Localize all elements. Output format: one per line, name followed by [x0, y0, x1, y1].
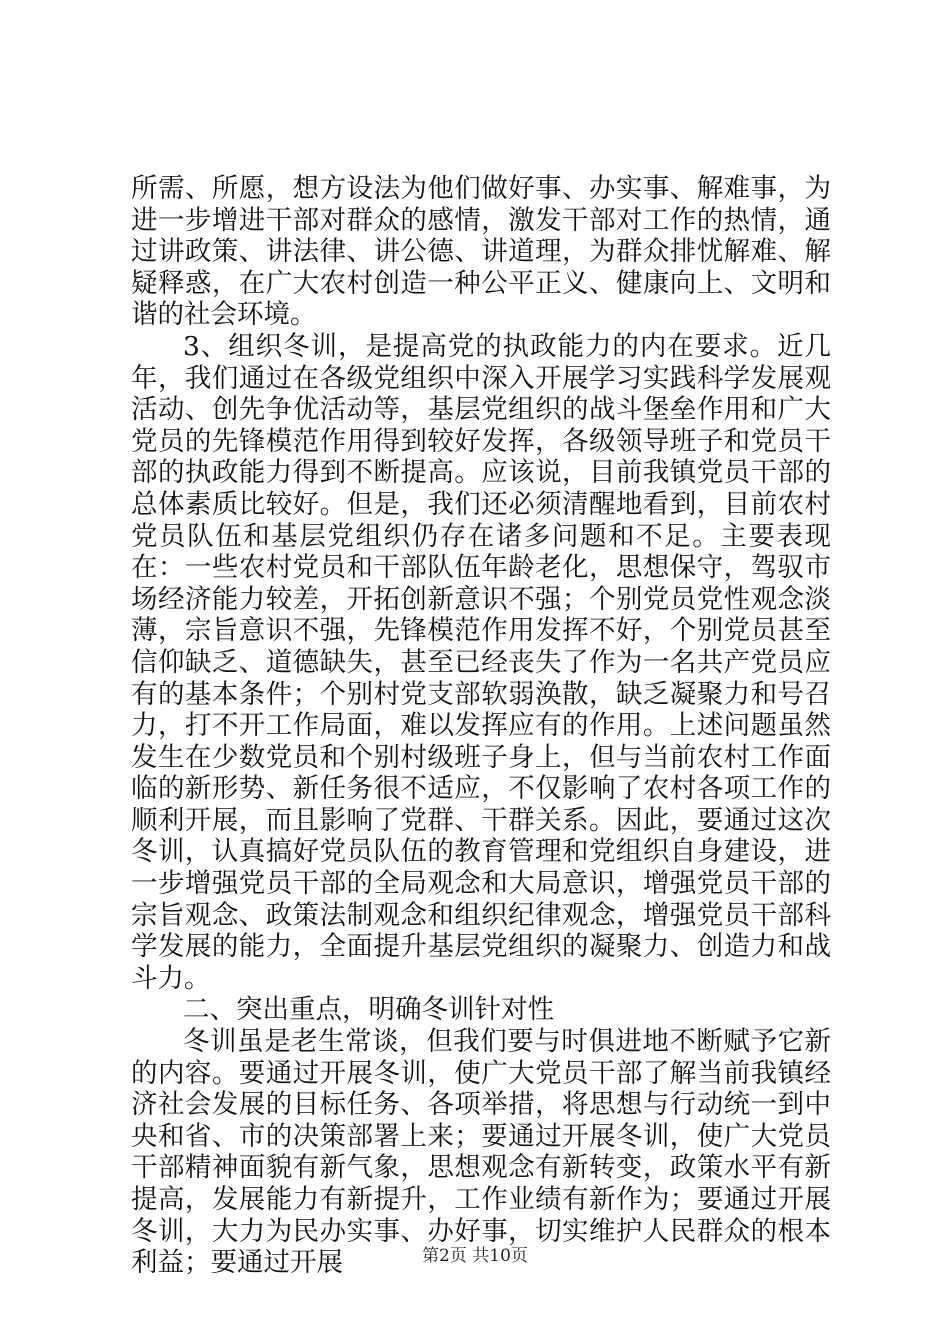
paragraph-point-3: 3、组织冬训，是提高党的执政能力的内在要求。近几年，我们通过在各级党组织中深入开展学习实践科学发展观活动、创先争优活动等，基层党组织的战斗堡垒作用和广大党员的先锋模范作用得到较好发挥，各级领导班子和党员干部的执政能力得到不断提高。应该说，目前我镇党员干部的总体素质比较好。但是，我们还必须清醒地看到，目前农村党员队伍和基层党组织仍存在诸多问题和不足。主要表现在：一些农村党员和干部队伍年龄老化，思想保守，驾驭市场经济能力较差，开拓创新意识不强；个别党员党性观念淡薄，宗旨意识不强，先锋模范作用发挥不好，个别党员甚至信仰缺乏、道德缺失，甚至已经丧失了作为一名共产党员应有的基本条件；个别村党支部软弱涣散，缺乏凝聚力和号召力，打不开工作局面，难以发挥应有的作用。上述问题虽然发生在少数党员和个别村级班子身上，但与当前农村工作面临的新形势、新任务很不适应，不仅影响了农村各项工作的顺利开展，而且影响了党群、干群关系。因此，要通过这次冬训，认真搞好党员队伍的教育管理和党组织自身建设，进一步增强党员干部的全局观念和大局意识，增强党员干部的宗旨观念、政策法制观念和组织纪律观念，增强党员干部科学发展的能力，全面提升基层党组织的凝聚力、创造力和战斗力。 [131, 330, 831, 994]
document-body [131, 173, 831, 1279]
section-heading: 二、突出重点，明确冬训针对性 [183, 994, 554, 1026]
paragraph-winter-training: 冬训虽是老生常谈，但我们要与时俱进地不断赋予它新的内容。要通过开展冬训，使广大党员干部了解当前我镇经济社会发展的目标任务、各项举措，将思想与行动统一到中央和省、市的决策部署上来；要通过开展冬训，使广大党员干部精神面貌有新气象，思想观念有新转变，政策水平有新提高，发展能力有新提升，工作业绩有新作为；要通过开展冬训，大力为民办实事、办好事，切实维护人民群众的根本利益；要通过开展 [131, 1026, 831, 1279]
page-number-footer: 第2页 共10页 [422, 1246, 528, 1266]
paragraph-continuation: 所需、所愿，想方设法为他们做好事、办实事、解难事，为进一步增进干部对群众的感情，激发干部对工作的热情，通过讲政策、讲法律、讲公德、讲道理，为群众排忧解难、解疑释惑，在广大农村创造一种公平正义、健康向上、文明和谐的社会环境。 [131, 173, 831, 331]
